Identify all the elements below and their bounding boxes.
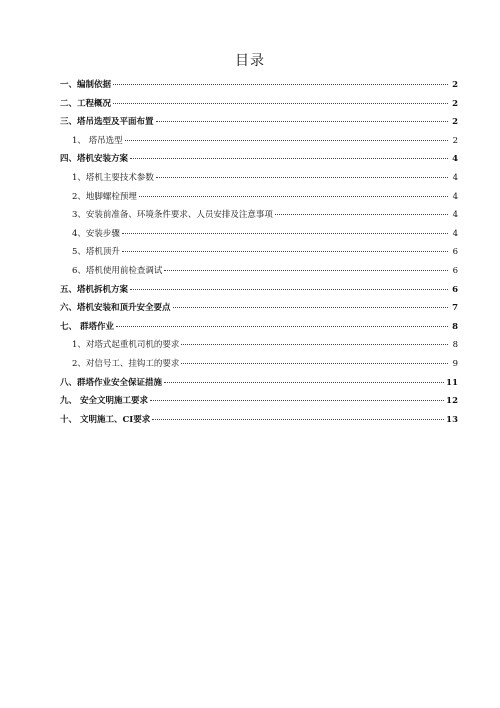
toc-entry-label: 2、对信号工、挂钩工的要求	[72, 358, 180, 369]
toc-page-number: 6	[452, 284, 458, 295]
toc-page-number: 12	[446, 396, 458, 407]
toc-subsection-entry[interactable]	[60, 169, 458, 188]
toc-entry-label: 6、塔机使用前检查调试	[72, 265, 163, 276]
toc-dot-leader	[122, 233, 448, 234]
toc-section-entry[interactable]	[60, 76, 458, 95]
toc-title: 目录	[235, 53, 265, 69]
toc-dot-leader	[152, 419, 444, 420]
toc-dot-leader	[122, 251, 448, 252]
toc-entry-label: 4、安装步骤	[72, 228, 120, 239]
toc-page-number: 2	[452, 98, 458, 109]
toc-dot-leader	[130, 289, 448, 290]
toc-dot-leader	[139, 196, 448, 197]
toc-dot-leader	[150, 400, 444, 401]
toc-page-number: 4	[452, 191, 458, 202]
toc-subsection-entry[interactable]	[60, 355, 458, 374]
toc-entry-label: 5、塔机顶升	[72, 247, 120, 258]
toc-entry-label: 七、 群塔作业	[60, 321, 114, 332]
toc-page-number: 9	[452, 358, 458, 369]
toc-page-number: 4	[452, 228, 458, 239]
toc-section-entry[interactable]	[60, 392, 458, 411]
toc-subsection-entry[interactable]	[60, 262, 458, 281]
toc-subsection-entry[interactable]	[60, 336, 458, 355]
toc-page-number: 2	[452, 80, 458, 90]
toc-entry-label: 五、塔机拆机方案	[60, 284, 129, 295]
toc-dot-leader	[164, 382, 444, 383]
toc-entry-label: 八、群塔作业安全保证措施	[60, 377, 163, 388]
toc-entry-label: 二、工程概况	[60, 98, 112, 109]
toc-subsection-entry[interactable]	[60, 206, 458, 225]
toc-subsection-entry[interactable]	[60, 225, 458, 244]
toc-page-number: 4	[452, 210, 458, 221]
toc-section-entry[interactable]	[60, 113, 458, 132]
toc-dot-leader	[173, 307, 448, 308]
toc-dot-leader	[116, 326, 448, 327]
toc-page-number: 6	[452, 247, 458, 258]
toc-page-number: 4	[452, 154, 458, 165]
toc-page-number: 8	[452, 321, 458, 332]
toc-section-entry[interactable]	[60, 299, 458, 318]
toc-dot-leader	[156, 177, 448, 178]
toc-entry-label: 十、 文明施工、CI要求	[60, 414, 151, 425]
toc-dot-leader	[181, 363, 448, 364]
toc-section-entry[interactable]	[60, 411, 458, 430]
toc-page-number: 13	[446, 414, 458, 425]
toc-dot-leader	[164, 270, 448, 271]
toc-subsection-entry[interactable]	[60, 132, 458, 151]
toc-section-entry[interactable]	[60, 95, 458, 114]
toc-page-number: 4	[452, 172, 458, 183]
toc-page-number: 8	[452, 340, 458, 351]
toc-page-number: 2	[452, 117, 458, 128]
toc-entry-label: 六、塔机安装和顶升安全要点	[60, 303, 171, 314]
toc-entry-label: 1、对塔式起重机司机的要求	[72, 340, 180, 351]
toc-subsection-entry[interactable]	[60, 188, 458, 207]
toc-dot-leader	[275, 214, 448, 215]
toc-page-number: 11	[446, 377, 458, 388]
toc-page-number: 6	[452, 265, 458, 276]
toc-entry-label: 一、编制依据	[60, 80, 112, 90]
toc-dot-leader	[125, 140, 448, 141]
toc-entry-label: 2、地脚螺栓预埋	[72, 191, 137, 202]
toc-subsection-entry[interactable]	[60, 243, 458, 262]
toc-entry-label: 3、安装前准备、环境条件要求、人员安排及注意事项	[72, 210, 273, 221]
toc-dot-leader	[156, 121, 448, 122]
toc-entry-label: 1、塔机主要技术参数	[72, 172, 154, 183]
toc-section-entry[interactable]	[60, 281, 458, 300]
toc-entry-label: 四、塔机安装方案	[60, 154, 129, 165]
toc-page-number: 2	[452, 135, 458, 146]
toc-section-entry[interactable]	[60, 150, 458, 169]
table-of-contents	[60, 76, 458, 429]
toc-dot-leader	[130, 158, 448, 159]
toc-dot-leader	[181, 344, 448, 345]
toc-entry-label: 三、塔吊选型及平面布置	[60, 117, 154, 128]
toc-dot-leader	[113, 84, 448, 85]
toc-page-number: 7	[452, 303, 458, 314]
toc-section-entry[interactable]	[60, 374, 458, 393]
toc-entry-label: 1、 塔吊选型	[72, 135, 123, 146]
toc-entry-label: 九、 安全文明施工要求	[60, 396, 148, 407]
toc-dot-leader	[113, 103, 448, 104]
toc-section-entry[interactable]	[60, 318, 458, 337]
